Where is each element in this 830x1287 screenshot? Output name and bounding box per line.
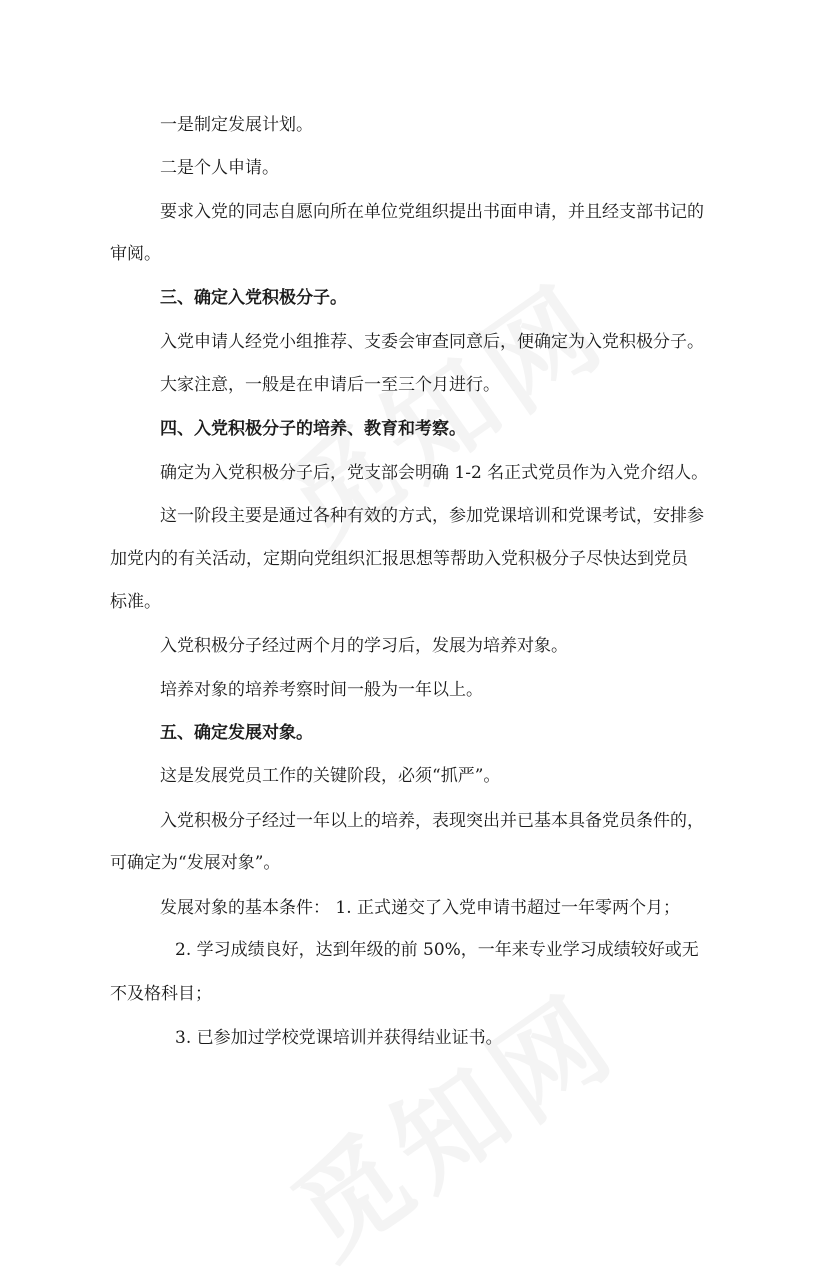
paragraph-line: 审阅。	[110, 244, 161, 264]
paragraph-line: 这是发展党员工作的关键阶段，必须“抓严”。	[160, 766, 501, 786]
section-heading: 三、确定入党积极分子。	[160, 288, 347, 308]
paragraph-line: 一是制定发展计划。	[160, 115, 313, 135]
paragraph-line: 加党内的有关活动，定期向党组织汇报思想等帮助入党积极分子尽快达到党员	[110, 549, 688, 569]
section-heading: 四、入党积极分子的培养、教育和考察。	[160, 419, 466, 439]
paragraph-line: 要求入党的同志自愿向所在单位党组织提出书面申请，并且经支部书记的	[160, 202, 704, 222]
paragraph-line: 3. 已参加过学校党课培训并获得结业证书。	[175, 1028, 503, 1048]
paragraph-line: 二是个人申请。	[160, 158, 279, 178]
paragraph-line: 标准。	[110, 592, 161, 612]
paragraph-line: 这一阶段主要是通过各种有效的方式，参加党课培训和党课考试，安排参	[160, 506, 704, 526]
paragraph-line: 大家注意，一般是在申请后一至三个月进行。	[160, 375, 500, 395]
watermark-bottom	[257, 951, 643, 1287]
paragraph-line: 培养对象的培养考察时间一般为一年以上。	[160, 680, 483, 700]
paragraph-line: 入党积极分子经过一年以上的培养，表现突出并已基本具备党员条件的，	[160, 811, 704, 831]
paragraph-line: 2. 学习成绩良好，达到年级的前 50%，一年来专业学习成绩较好或无	[175, 940, 699, 960]
paragraph-line: 入党积极分子经过两个月的学习后，发展为培养对象。	[160, 636, 568, 656]
section-heading: 五、确定发展对象。	[160, 723, 313, 743]
paragraph-line: 发展对象的基本条件： 1. 正式递交了入党申请书超过一年零两个月；	[160, 898, 681, 918]
paragraph-line: 确定为入党积极分子后，党支部会明确 1-2 名正式党员作为入党介绍人。	[160, 463, 709, 483]
paragraph-line: 可确定为“发展对象”。	[110, 853, 281, 873]
paragraph-line: 不及格科目；	[110, 984, 212, 1004]
paragraph-line: 入党申请人经党小组推荐、支委会审查同意后，便确定为入党积极分子。	[160, 332, 704, 352]
